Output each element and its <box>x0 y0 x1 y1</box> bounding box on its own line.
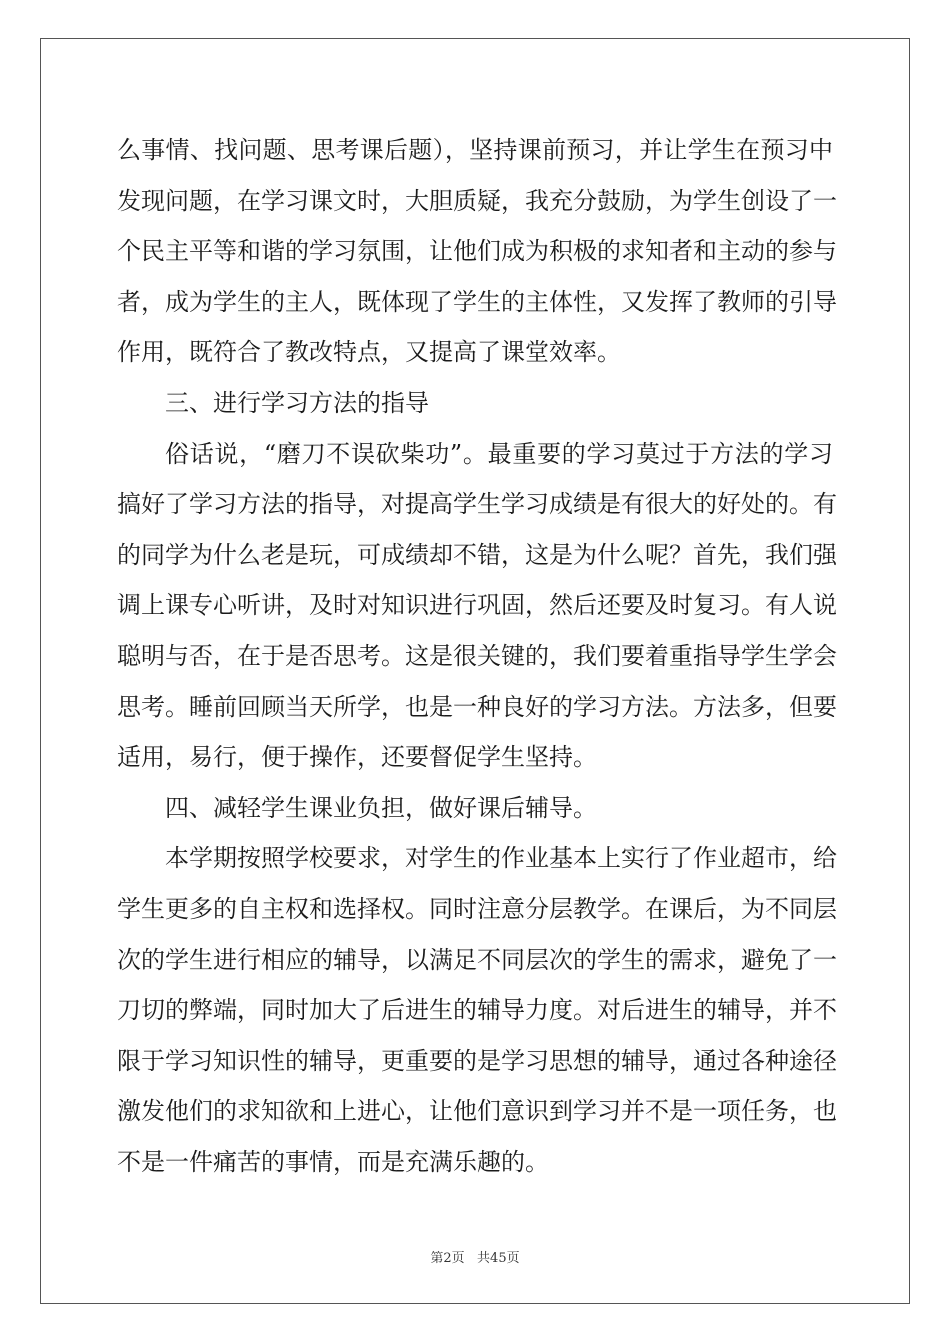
text-line: 聪明与否，在于是否思考。这是很关键的，我们要着重指导学生学会 <box>117 641 837 670</box>
text-line: 发现问题，在学习课文时，大胆质疑，我充分鼓励，为学生创设了一 <box>117 186 837 215</box>
text-line: 个民主平等和谐的学习氛围，让他们成为积极的求知者和主动的参与 <box>117 237 837 266</box>
text-line: 刀切的弊端，同时加大了后进生的辅导力度。对后进生的辅导，并不 <box>117 996 837 1025</box>
text-line: 搞好了学习方法的指导，对提高学生学习成绩是有很大的好处的。有 <box>117 490 837 519</box>
text-line: 不是一件痛苦的事情，而是充满乐趣的。 <box>117 1147 549 1176</box>
section-heading: 四、减轻学生课业负担，做好课后辅导。 <box>165 793 597 822</box>
text-line: 适用，易行，便于操作，还要督促学生坚持。 <box>117 743 597 772</box>
document-body <box>117 125 837 1187</box>
text-line: 学生更多的自主权和选择权。同时注意分层教学。在课后，为不同层 <box>117 894 837 923</box>
section-heading: 三、进行学习方法的指导 <box>165 388 429 417</box>
text-line: 本学期按照学校要求，对学生的作业基本上实行了作业超市，给 <box>165 844 837 873</box>
text-line: 的同学为什么老是玩，可成绩却不错，这是为什么呢？首先，我们强 <box>117 540 837 569</box>
page-number-footer: 第2页 共45页 <box>430 1251 520 1266</box>
text-line: 么事情、找问题、思考课后题），坚持课前预习，并让学生在预习中 <box>117 136 833 164</box>
text-line: 调上课专心听讲，及时对知识进行巩固，然后还要及时复习。有人说 <box>117 591 837 620</box>
text-line: 者，成为学生的主人，既体现了学生的主体性，又发挥了教师的引导 <box>117 287 837 316</box>
text-line: 思考。睡前回顾当天所学，也是一种良好的学习方法。方法多，但要 <box>117 692 837 721</box>
text-line: 俗话说，“磨刀不误砍柴功”。最重要的学习莫过于方法的学习 <box>165 439 833 468</box>
text-line: 激发他们的求知欲和上进心，让他们意识到学习并不是一项任务，也 <box>117 1097 837 1126</box>
text-line: 作用，既符合了教改特点，又提高了课堂效率。 <box>117 338 621 367</box>
text-line: 限于学习知识性的辅导，更重要的是学习思想的辅导，通过各种途径 <box>117 1046 837 1075</box>
text-line: 次的学生进行相应的辅导，以满足不同层次的学生的需求，避免了一 <box>117 945 837 974</box>
